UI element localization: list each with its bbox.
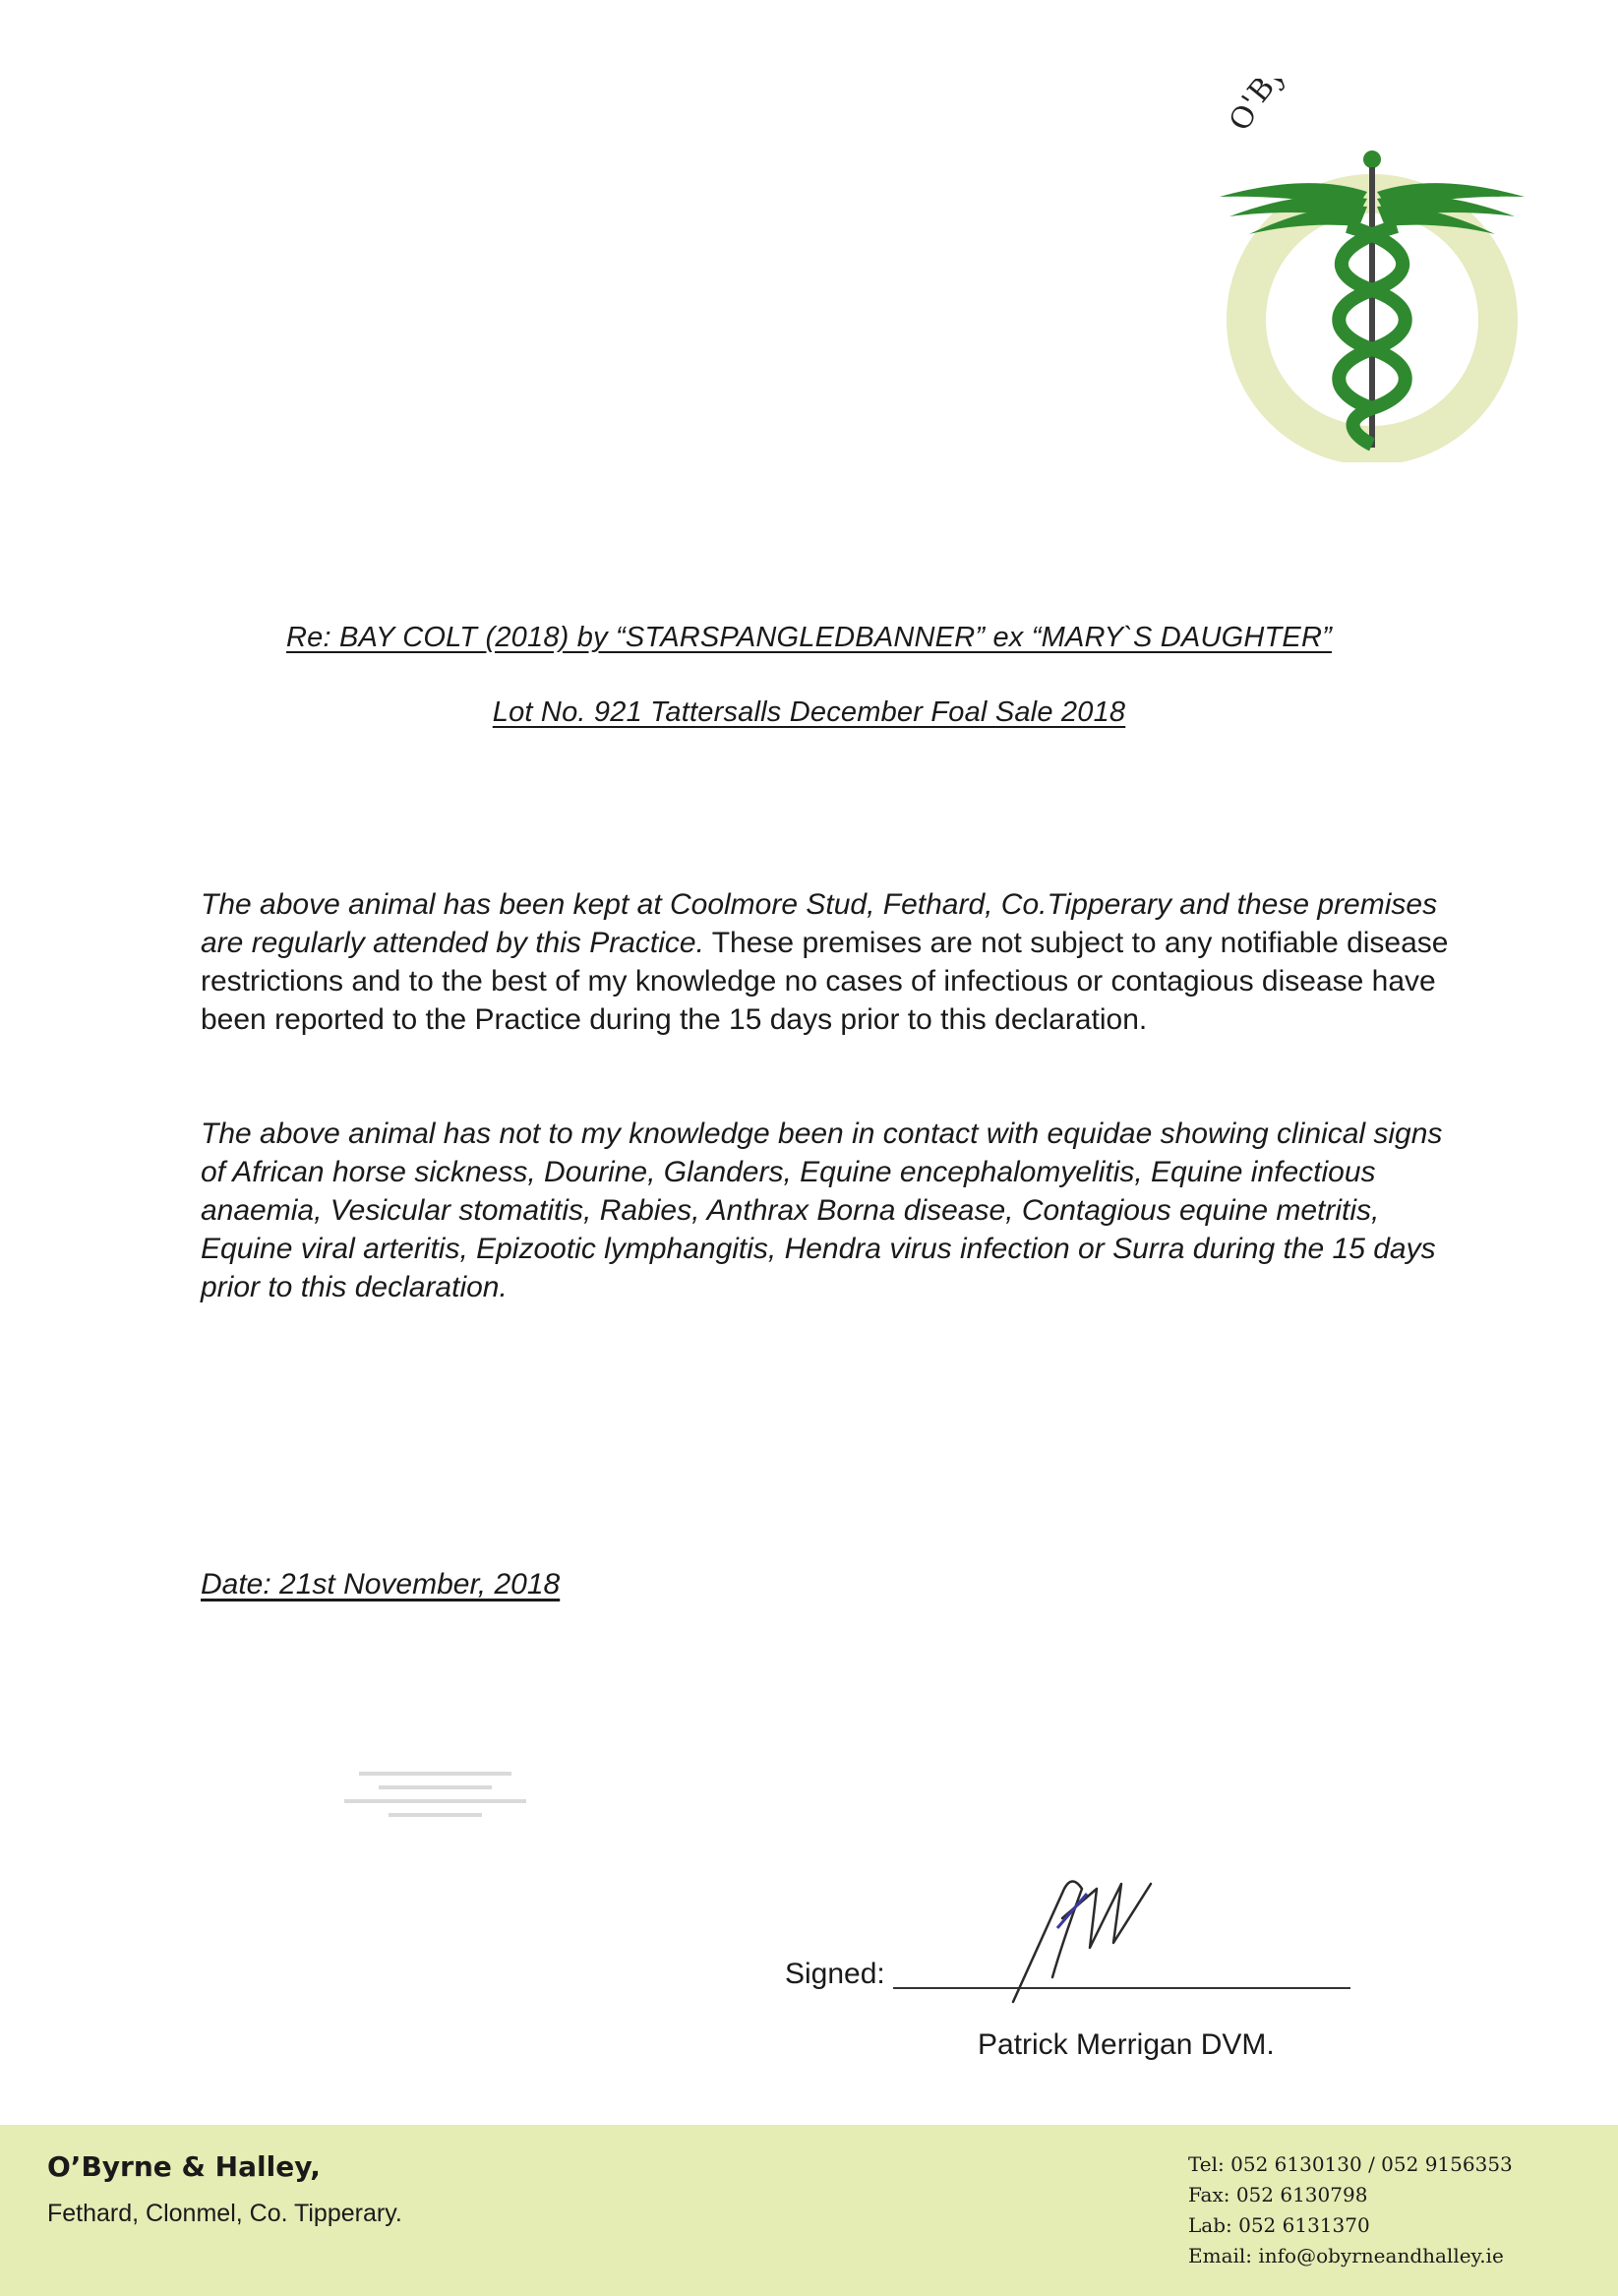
paragraph-1-rest: These premises are not subject to any notifiable disease restrictions and to the best of my knowledge no cases of infectious or contagious disease have been reported to the Practice during the 15 days prior to this declaration. xyxy=(201,927,1449,1036)
paragraph-1-italic: The above animal has been kept at Coolmore Stud, Fethard, Co.Tipperary and these premises are regularly attended by this Practice. xyxy=(201,888,1438,959)
footer-tel: Tel: 052 6130130 / 052 9156353 xyxy=(1188,2152,1513,2176)
footer-contacts xyxy=(1188,2149,1513,2271)
footer-email[interactable]: Email: info@obyrneandhalley.ie xyxy=(1188,2244,1504,2267)
signed-label: Signed: xyxy=(785,1958,885,1990)
footer-company-name: O’Byrne & Halley, xyxy=(47,2150,321,2183)
subject-line: Re: BAY COLT (2018) by “STARSPANGLEDBANNER” ex “MARY`S DAUGHTER” xyxy=(286,622,1332,653)
footer-address: Fethard, Clonmel, Co. Tipperary. xyxy=(47,2200,402,2227)
practice-logo xyxy=(1210,79,1534,462)
handwritten-signature xyxy=(1003,1869,1170,2007)
caduceus-icon xyxy=(1210,79,1534,462)
faded-stamp xyxy=(339,1766,531,1844)
footer-fax: Fax: 052 6130798 xyxy=(1188,2183,1368,2206)
signer-name: Patrick Merrigan DVM. xyxy=(978,2028,1275,2061)
declaration-paragraph-1 xyxy=(201,885,1450,1039)
logo-text: O'B xyxy=(1223,79,1283,137)
letterhead-footer xyxy=(0,2125,1618,2296)
declaration-date: Date: 21st November, 2018 xyxy=(201,1568,561,1601)
declaration-paragraph-2: The above animal has not to my knowledge been in contact with equidae showing clinical signs of African horse sickness, Dourine, Glanders, Equine encephalomyelitis, Equine infectious anaemia, Vesicular stomatitis, Rabies, Anthrax Borna disease, Contagious equine metritis, Equine viral arteritis, Epizootic lymphangitis, Hendra virus infection or Surra during the 15 days prior to this declaration. xyxy=(201,1118,1443,1303)
lot-line: Lot No. 921 Tattersalls December Foal Sale 2018 xyxy=(492,696,1126,728)
footer-lab: Lab: 052 6131370 xyxy=(1188,2213,1370,2237)
